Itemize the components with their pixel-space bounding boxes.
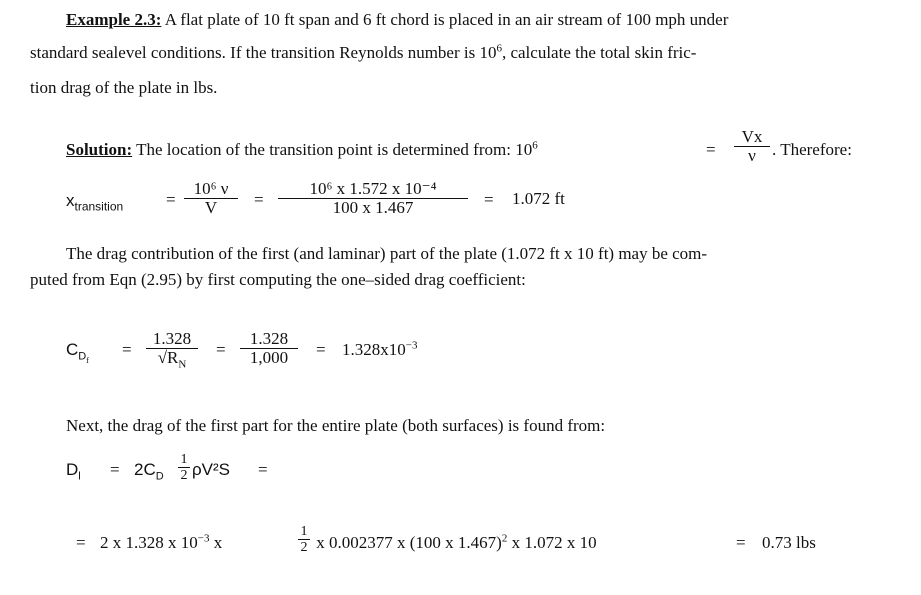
solution-frac-den: ν bbox=[748, 146, 756, 165]
solution-text-a: The location of the transition point is determined from: 10 bbox=[136, 140, 533, 159]
eq3-rhs-a bbox=[134, 460, 164, 483]
eq4-equals: = bbox=[76, 533, 86, 552]
para3-line-1: Next, the drag of the first part for the entire plate (both surfaces) is found from: bbox=[66, 416, 606, 435]
eq2-c: C bbox=[66, 340, 79, 359]
example-line-3 bbox=[30, 78, 217, 98]
solution-frac-num: Vx bbox=[734, 128, 770, 147]
eq1-lhs bbox=[66, 191, 124, 214]
eq3-2c: 2C bbox=[134, 460, 156, 479]
eq1-equals-1: = bbox=[166, 190, 176, 209]
eq1-fraction-1 bbox=[184, 180, 238, 217]
eq4-a-sup: −3 bbox=[197, 532, 210, 545]
eq2-c-subsub: f bbox=[86, 356, 89, 365]
eq3-lhs bbox=[66, 460, 81, 483]
example-line-1 bbox=[66, 10, 728, 30]
solution-line bbox=[66, 140, 538, 160]
para2-line-2: puted from Eqn (2.95) by first computing the one–sided drag coefficient: bbox=[30, 270, 526, 289]
eq2-fraction-1 bbox=[146, 329, 198, 371]
eq3-equals: = bbox=[110, 460, 120, 479]
example-text-2a: standard sealevel conditions. If the transition Reynolds number is 10 bbox=[30, 43, 497, 62]
eq4-c: x 0.002377 x (100 x 1.467) bbox=[312, 533, 502, 552]
eq1-f2-num: 10⁶ x 1.572 x 10⁻⁴ bbox=[278, 180, 468, 199]
eq2-f1-num: 1.328 bbox=[146, 330, 198, 349]
eq2-fraction-2 bbox=[240, 330, 298, 367]
eq1-equals-3: = bbox=[484, 190, 494, 209]
eq1-f1-num: 10⁶ ν bbox=[184, 180, 238, 199]
eq3-d: D bbox=[66, 460, 79, 479]
solution-fraction bbox=[734, 128, 770, 165]
eq4-equals-2: = bbox=[736, 533, 746, 552]
eq2-f2-num: 1.328 bbox=[240, 330, 298, 349]
eq2-equals-3: = bbox=[316, 340, 326, 359]
solution-sup: 6 bbox=[532, 139, 538, 152]
eq2-f2-den: 1,000 bbox=[249, 348, 289, 367]
eq1-f1-den: V bbox=[204, 198, 218, 217]
eq4-c-sup: 2 bbox=[501, 532, 508, 545]
eq3-equals-end: = bbox=[258, 460, 268, 479]
eq4-a: 2 x 1.328 x 10 bbox=[100, 533, 198, 552]
example-label: Example 2.3: bbox=[66, 10, 162, 29]
eq3-rhs-b: ρV²S bbox=[192, 460, 231, 479]
eq1-fraction-2 bbox=[278, 180, 468, 217]
example-text-3: tion drag of the plate in lbs. bbox=[30, 78, 218, 97]
solution-label: Solution: bbox=[66, 140, 133, 159]
eq4-part-a bbox=[100, 533, 226, 553]
para2-line-1: The drag contribution of the first (and laminar) part of the plate (1.072 ft x 10 ft) may be com- bbox=[66, 244, 708, 263]
eq4-b: x bbox=[209, 533, 227, 552]
example-text-2b: , calculate the total skin fric- bbox=[501, 43, 697, 62]
eq2-f1-den-sub: N bbox=[178, 358, 187, 371]
example-line-2 bbox=[30, 43, 696, 63]
eq1-x-sub: transition bbox=[74, 199, 124, 214]
eq4-half-den: 2 bbox=[300, 540, 308, 555]
eq1-equals-2: = bbox=[254, 190, 264, 209]
eq2-equals-2: = bbox=[216, 340, 226, 359]
eq2-result-sup: −3 bbox=[405, 339, 418, 352]
eq3-half bbox=[178, 452, 190, 483]
solution-eq: = bbox=[706, 140, 716, 159]
eq2-f1-den: √R bbox=[157, 348, 179, 367]
eq4-half-num: 1 bbox=[298, 524, 310, 540]
example-sup: 6 bbox=[496, 42, 502, 55]
eq4-part-c bbox=[312, 533, 597, 553]
eq3-half-den: 2 bbox=[180, 468, 188, 483]
eq2-equals-1: = bbox=[122, 340, 132, 359]
eq3-d-sub: l bbox=[78, 470, 81, 483]
eq4-half bbox=[298, 524, 310, 555]
eq4-result: 0.73 lbs bbox=[762, 533, 816, 552]
eq4-d: x 1.072 x 10 bbox=[507, 533, 597, 552]
eq3-half-num: 1 bbox=[178, 452, 190, 468]
eq1-f2-den: 100 x 1.467 bbox=[332, 198, 414, 217]
eq2-f1-den-wrap bbox=[146, 348, 198, 371]
example-text-1: A flat plate of 10 ft span and 6 ft chord is placed in an air stream of 100 mph under bbox=[164, 10, 729, 29]
eq2-result-text: 1.328x10 bbox=[342, 340, 406, 359]
eq1-x: x bbox=[66, 191, 75, 210]
eq2-c-sub: D bbox=[78, 350, 87, 363]
eq2-result bbox=[342, 340, 417, 360]
eq3-2c-sub: D bbox=[155, 470, 164, 483]
eq2-lhs bbox=[66, 340, 89, 365]
eq1-result: 1.072 ft bbox=[512, 189, 565, 208]
solution-therefore: . Therefore: bbox=[772, 140, 852, 159]
